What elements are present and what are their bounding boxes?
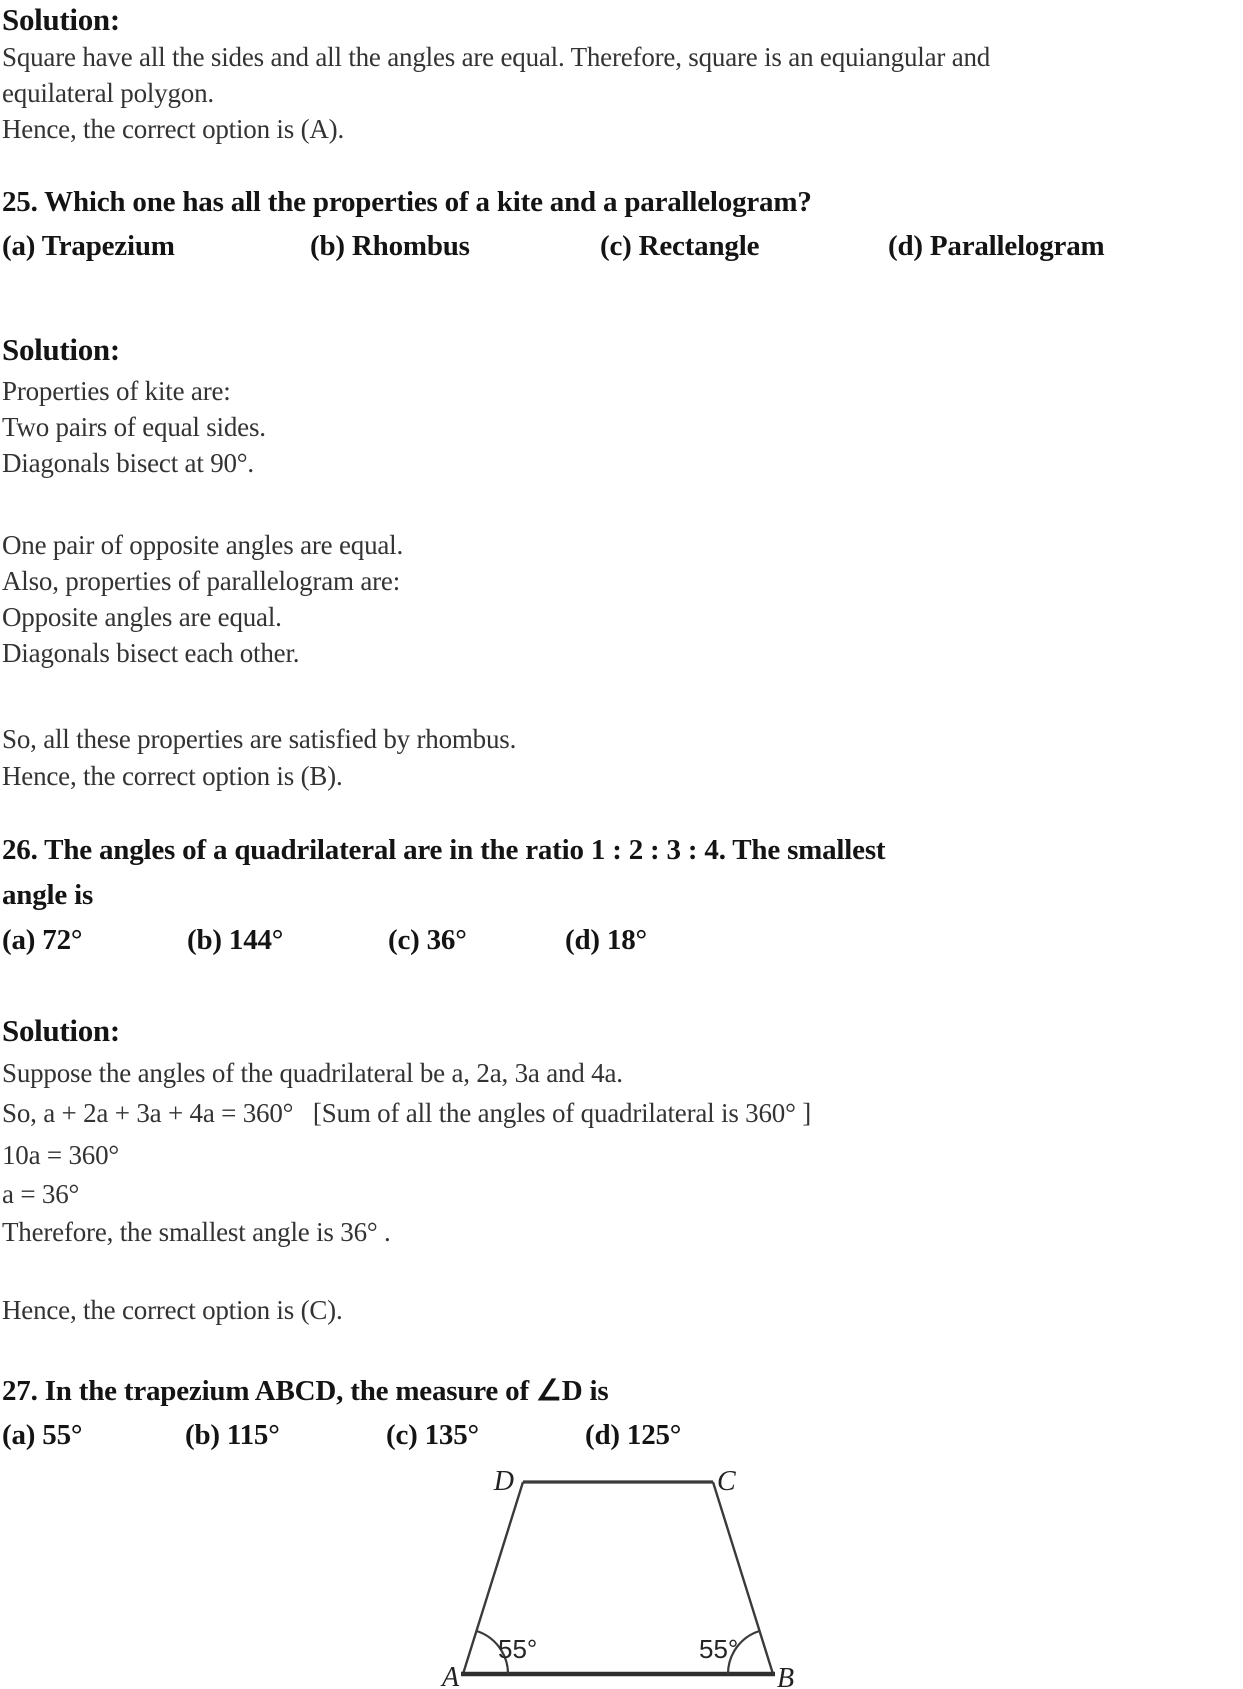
question-26-options xyxy=(2,924,647,957)
option-d: (d) Parallelogram xyxy=(888,230,1105,262)
option-b: (b) 144° xyxy=(187,924,284,956)
option-a: (a) Trapezium xyxy=(2,230,175,262)
solution-25-line: One pair of opposite angles are equal. xyxy=(2,530,403,560)
option-d: (d) 18° xyxy=(565,924,647,956)
option-d: (d) 125° xyxy=(585,1419,682,1451)
vertex-label-d: D xyxy=(493,1466,514,1497)
option-c: (c) 36° xyxy=(388,924,467,956)
vertex-label-b: B xyxy=(777,1663,795,1689)
trapezium-figure xyxy=(428,1448,808,1689)
solution-25-heading: Solution: xyxy=(2,332,120,367)
option-c: (c) 135° xyxy=(386,1419,479,1451)
option-b: (b) 115° xyxy=(185,1419,280,1451)
option-a: (a) 55° xyxy=(2,1419,83,1451)
vertex-label-c: C xyxy=(717,1466,736,1497)
solution-24-answer: Hence, the correct option is (A). xyxy=(2,114,345,144)
option-c: (c) Rectangle xyxy=(600,230,760,262)
solution-25-line: So, all these properties are satisfied by rhombus. xyxy=(2,724,517,754)
angle-label-a: 55° xyxy=(498,1634,538,1664)
question-25-options xyxy=(2,230,1104,263)
solution-25-line: Two pairs of equal sides. xyxy=(2,412,266,442)
solution-26-equation: 10a = 360° xyxy=(2,1140,120,1170)
option-b: (b) Rhombus xyxy=(310,230,470,262)
solution-26-equation: So, a + 2a + 3a + 4a = 360° [Sum of all the angles of quadrilateral is 360° ] xyxy=(2,1098,812,1128)
solution-24-heading: Solution: xyxy=(2,2,120,37)
solution-26-line: Therefore, the smallest angle is 36° . xyxy=(2,1217,391,1247)
question-26-title-line1: 26. The angles of a quadrilateral are in the ratio 1 : 2 : 3 : 4. The smallest xyxy=(2,834,886,866)
question-27-title: 27. In the trapezium ABCD, the measure of ∠D is xyxy=(2,1375,609,1407)
solution-26-equation: a = 36° xyxy=(2,1179,80,1209)
angle-label-b: 55° xyxy=(699,1634,739,1664)
solution-26-answer: Hence, the correct option is (C). xyxy=(2,1295,343,1325)
solution-25-line: Diagonals bisect at 90°. xyxy=(2,448,254,478)
solution-24-line: Square have all the sides and all the angles are equal. Therefore, square is an equiangular and xyxy=(2,42,991,72)
option-a: (a) 72° xyxy=(2,924,83,956)
solution-24-line: equilateral polygon. xyxy=(2,78,214,108)
solution-26-line: Suppose the angles of the quadrilateral be a, 2a, 3a and 4a. xyxy=(2,1058,623,1088)
solution-25-line: Opposite angles are equal. xyxy=(2,602,282,632)
vertex-label-a: A xyxy=(442,1662,460,1689)
question-26-title-line2: angle is xyxy=(2,879,94,911)
solution-26-heading: Solution: xyxy=(2,1013,120,1048)
question-25-title: 25. Which one has all the properties of a kite and a parallelogram? xyxy=(2,186,812,218)
solution-25-answer: Hence, the correct option is (B). xyxy=(2,761,343,791)
solution-25-line: Properties of kite are: xyxy=(2,376,231,406)
solution-25-line: Also, properties of parallelogram are: xyxy=(2,566,400,596)
solution-25-line: Diagonals bisect each other. xyxy=(2,638,300,668)
